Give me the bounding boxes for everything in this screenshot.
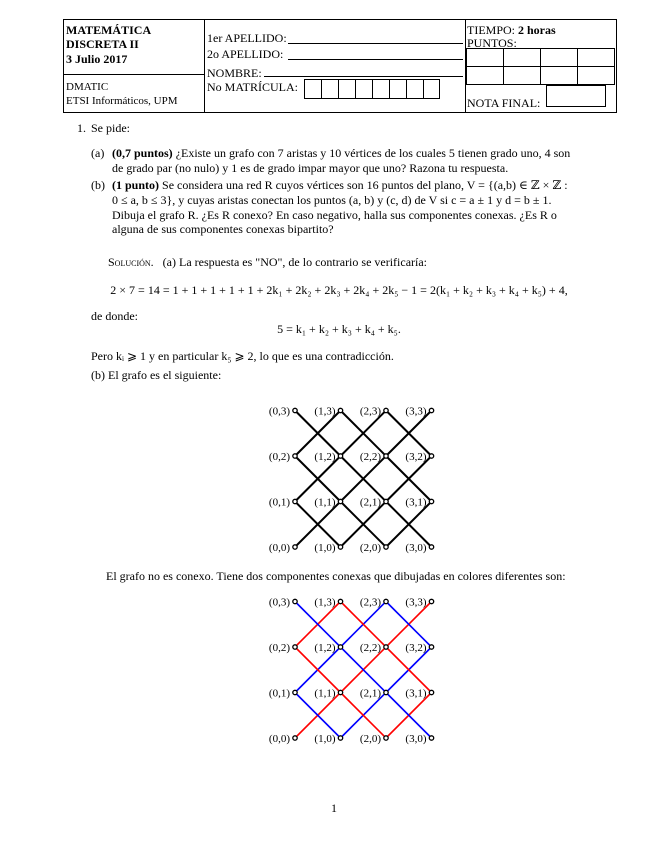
vertex-label: (2,1) [359, 496, 381, 509]
graph-vertex [338, 599, 342, 603]
vertex-label: (0,2) [268, 451, 290, 463]
nombre-field[interactable] [264, 76, 463, 77]
nombre-label: NOMBRE: [207, 66, 262, 80]
solution-line: Solución. (a) La respuesta es "NO", de lo contrario se verificaría: [108, 255, 428, 269]
apellido1-label: 1er APELLIDO: [207, 31, 287, 45]
contradiction-text: Pero kᵢ ⩾ 1 y en particular k₅ ⩾ 2, lo que es una contradicción. [91, 349, 394, 363]
vertex-label: (1,1) [314, 496, 336, 509]
part-a-text-2: de grado par (no nulo) y 1 es de grado impar mayor que uno? Razona tu respuesta. [112, 161, 509, 175]
equation-2: 5 = k₁ + k₂ + k₃ + k₄ + k₅. [277, 322, 401, 336]
part-b-text-2: 0 ≤ a, b ≤ 3}, y cuyas aristas conectan los puntos (a, b) y (c, d) de V si c = a ± 1 y d = b ± 1. [112, 193, 552, 207]
graph-vertex [384, 736, 388, 740]
equation-1: 2 × 7 = 14 = 1 + 1 + 1 + 1 + 1 + 2k₁ + 2k₂ + 2k₃ + 2k₄ + 2k₅ − 1 = 2(k₁ + k₂ + k₃ + k₄ + k₅) + 4, [110, 283, 568, 297]
colored-components-graph [250, 586, 450, 751]
graph-vertex [293, 408, 297, 412]
grid-graph [250, 395, 450, 560]
graph-vertex [293, 645, 297, 649]
exam-date: 3 Julio 2017 [66, 52, 128, 66]
header-divider [64, 74, 204, 75]
vertex-label: (1,2) [314, 642, 336, 654]
vertex-label: (3,2) [405, 451, 427, 463]
vertex-label: (2,3) [359, 405, 381, 418]
conclusion-text: El grafo no es conexo. Tiene dos componentes conexas que dibujadas en colores diferentes son: [106, 569, 566, 583]
vertex-label: (2,2) [359, 642, 381, 654]
graph-vertex [384, 408, 388, 412]
part-a-label: (a) [91, 146, 105, 160]
question-number: 1. [77, 121, 86, 135]
vertex-label: (3,3) [405, 405, 427, 418]
vertex-label: (1,0) [314, 542, 336, 554]
graph-vertex [429, 408, 433, 412]
graph-vertex [338, 736, 342, 740]
school: ETSI Informáticos, UPM [66, 95, 178, 107]
graph-vertex [429, 499, 433, 503]
matricula-boxes[interactable] [304, 79, 440, 99]
vertex-label: (0,2) [268, 642, 290, 654]
graph-vertex [384, 599, 388, 603]
part-b-text-4: alguna de sus componentes conexas bipartito? [112, 222, 334, 236]
vertex-label: (3,2) [405, 642, 427, 654]
graph-vertex [384, 545, 388, 549]
subject-name: MATEMÁTICA [66, 23, 152, 37]
page-number: 1 [331, 801, 337, 815]
apellido2-field[interactable] [288, 59, 463, 60]
nota-final-box[interactable] [546, 85, 606, 107]
graph-vertex [429, 645, 433, 649]
graph-vertex [429, 545, 433, 549]
vertex-label: (1,1) [314, 687, 336, 700]
graph-vertex [384, 690, 388, 694]
vertex-label: (0,1) [268, 496, 290, 509]
part-a-points: (0,7 puntos) [112, 146, 173, 160]
vertex-label: (2,0) [359, 542, 381, 554]
apellido1-field[interactable] [288, 43, 463, 44]
vertex-label: (2,3) [359, 596, 381, 609]
nota-label: NOTA FINAL: [467, 96, 541, 110]
graph-vertex [384, 454, 388, 458]
vertex-label: (3,0) [405, 542, 427, 554]
vertex-label: (0,3) [268, 596, 290, 609]
graph-vertex [384, 499, 388, 503]
graph-vertex [338, 690, 342, 694]
solution-label: Solución. [108, 255, 154, 269]
vertex-label: (0,1) [268, 687, 290, 700]
graph-vertex [338, 408, 342, 412]
vertex-label: (2,0) [359, 733, 381, 745]
apellido2-label: 2o APELLIDO: [207, 47, 284, 61]
tiempo-value: 2 horas [518, 23, 556, 37]
graph-vertex [293, 454, 297, 458]
vertex-label: (0,3) [268, 405, 290, 418]
question-intro: Se pide: [91, 121, 130, 135]
graph-vertex [429, 736, 433, 740]
vertex-label: (0,0) [268, 733, 290, 745]
vertex-label: (1,3) [314, 405, 336, 418]
part-b-text-3: Dibuja el grafo R. ¿Es R conexo? En caso negativo, halla sus componentes conexas. ¿Es R o [112, 208, 557, 222]
part-b-text: (1 punto) Se considera una red R cuyos vértices son 16 puntos del plano, V = {(a,b) ∈ ℤ × ℤ : [112, 178, 568, 192]
part-b-points: (1 punto) [112, 178, 160, 192]
vertex-label: (1,0) [314, 733, 336, 745]
part-a-text: (0,7 puntos) ¿Existe un grafo con 7 aristas y 10 vértices de los cuales 5 tienen grado uno, 4 son [112, 146, 571, 160]
header-divider [204, 20, 205, 112]
graph-vertex [384, 645, 388, 649]
graph-vertex [338, 545, 342, 549]
graph-vertex [338, 454, 342, 458]
graph-vertex [338, 645, 342, 649]
de-donde: de donde: [91, 309, 138, 323]
vertex-label: (2,2) [359, 451, 381, 463]
vertex-label: (3,1) [405, 687, 427, 700]
graph-vertex [293, 599, 297, 603]
graph-vertex [429, 454, 433, 458]
graph-vertex [293, 736, 297, 740]
graph-vertex [293, 499, 297, 503]
vertex-label: (2,1) [359, 687, 381, 700]
puntos-grid[interactable] [466, 48, 615, 85]
exam-header [63, 19, 617, 113]
graph-vertex [293, 545, 297, 549]
matricula-label: No MATRÍCULA: [207, 80, 299, 94]
subject-name-2: DISCRETA II [66, 37, 139, 51]
vertex-label: (3,0) [405, 733, 427, 745]
graph-vertex [293, 690, 297, 694]
part-b-solution: (b) El grafo es el siguiente: [91, 368, 222, 382]
vertex-label: (3,3) [405, 596, 427, 609]
puntos-label: PUNTOS: [467, 36, 517, 50]
vertex-label: (1,3) [314, 596, 336, 609]
graph-vertex [429, 690, 433, 694]
department: DMATIC [66, 81, 109, 93]
tiempo-label: TIEMPO: 2 horas [467, 23, 556, 37]
vertex-label: (3,1) [405, 496, 427, 509]
graph-vertex [429, 599, 433, 603]
graph-vertex [338, 499, 342, 503]
vertex-label: (1,2) [314, 451, 336, 463]
vertex-label: (0,0) [268, 542, 290, 554]
part-b-label: (b) [91, 178, 105, 192]
